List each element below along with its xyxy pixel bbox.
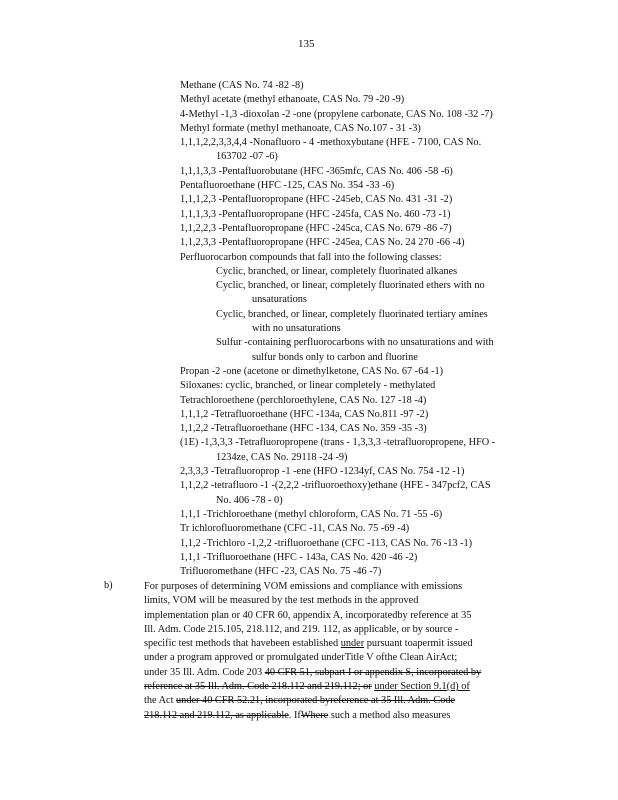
paragraph-line xyxy=(144,694,534,708)
subsection-marker: b) xyxy=(104,580,113,591)
list-entry-continuation: 163702 -07 -6) xyxy=(216,151,278,163)
deleted-text: 40 CFR 51, subpart I or appendix S, incorporated by xyxy=(264,666,482,678)
list-entry: 1,1,2 -Trichloro -1,2,2 -trifluoroethane (CFC -113, CAS No. 76 -13 -1) xyxy=(180,537,473,549)
list-entry: Siloxanes: cyclic, branched, or linear completely - methylated xyxy=(180,380,436,392)
list-entry: Methyl formate (methyl methanoate, CAS No.107 - 31 -3) xyxy=(180,122,421,134)
deleted-text: 218.112 and 219.112, as applicable xyxy=(144,709,289,721)
list-entry: Tr ichlorofluoromethane (CFC -11, CAS No. 75 -69 -4) xyxy=(180,523,410,535)
list-entry: 1,1,1,2,2,3,3,4,4 -Nonafluoro - 4 -methoxybutane (HFE - 7100, CAS No. xyxy=(180,137,482,149)
paragraph-line xyxy=(144,637,534,651)
text-run: under 35 Ill. Adm. Code 203 xyxy=(144,666,263,678)
list-entry: Trifluoromethane (HFC -23, CAS No. 75 -46 -7) xyxy=(180,566,382,578)
list-entry: Propan -2 -one (acetone or dimethylketone, CAS No. 67 -64 -1) xyxy=(180,365,444,377)
deleted-text: Where xyxy=(300,709,329,721)
voc-exemption-list xyxy=(180,79,540,579)
list-entry: 1,1,1,2 -Tetrafluoroethane (HFC -134a, CAS No.811 -97 -2) xyxy=(180,408,429,420)
paragraph-line: limits, VOM will be measured by the test methods in the approved xyxy=(144,595,419,607)
list-entry: 1,1,1 -Trifluoroethane (HFC - 143a, CAS No. 420 -46 -2) xyxy=(180,551,418,563)
deleted-text: reference at 35 Ill. Adm. Code 218.112 and 219.112 xyxy=(144,681,358,693)
paragraph-line xyxy=(144,709,534,723)
list-entry: 1,1,2,3,3 -Pentafluoropropane (HFC -245ea, CAS No. 24 270 -66 -4) xyxy=(180,237,465,249)
text-run: such a method also measures xyxy=(330,709,451,721)
paragraph-line: Ill. Adm. Code 215.105, 218.112, and 219. 112, as applicable, or by source - xyxy=(144,623,459,635)
list-entry: Perfluorocarbon compounds that fall into the following classes: xyxy=(180,251,442,263)
text-run: the Act xyxy=(144,695,174,707)
list-entry-continuation: No. 406 -78 - 0) xyxy=(216,494,283,506)
inserted-text: under Section 9.1(d) of xyxy=(374,681,470,693)
list-entry: 1,1,1 -Trichloroethane (methyl chloroform, CAS No. 71 -55 -6) xyxy=(180,508,443,520)
paragraph-line: For purposes of determining VOM emissions and compliance with emissions xyxy=(144,581,463,592)
list-entry: Methyl acetate (methyl ethanoate, CAS No. 79 -20 -9) xyxy=(180,94,405,106)
list-entry: 1,1,1,3,3 -Pentafluoropropane (HFC -245fa, CAS No. 460 -73 -1) xyxy=(180,208,451,220)
paragraph-line xyxy=(144,680,534,694)
sublist-entry: Cyclic, branched, or linear, completely fluorinated alkanes xyxy=(216,265,458,277)
paragraph-line: under a program approved or promulgated underTitle V ofthe Clean AirAct; xyxy=(144,652,458,664)
list-entry: Pentafluoroethane (HFC -125, CAS No. 354 -33 -6) xyxy=(180,180,395,192)
sublist-entry-continuation: with no unsaturations xyxy=(252,323,341,335)
text-run: . If xyxy=(288,709,301,721)
list-entry: 4-Methyl -1,3 -dioxolan -2 -one (propylene carbonate, CAS No. 108 -32 -7) xyxy=(180,108,493,120)
deleted-text: under 40 CFR 52.21, incorporated byreference at 35 Ill. Adm. Code xyxy=(176,695,456,707)
list-entry: 1,1,1,2,3 -Pentafluoropropane (HFC -245eb, CAS No. 431 -31 -2) xyxy=(180,194,453,206)
list-entry-continuation: 1234ze, CAS No. 29118 -24 -9) xyxy=(216,451,348,463)
sublist-entry: Sulfur -containing perfluorocarbons with no unsaturations and with xyxy=(216,337,494,349)
list-entry: 1,1,2,2 -tetrafluoro -1 -(2,2,2 -trifluoroethoxy)ethane (HFE - 347pcf2, CAS xyxy=(180,480,491,492)
page-number: 135 xyxy=(298,38,315,50)
sublist-entry: Cyclic, branched, or linear, completely fluorinated tertiary amines xyxy=(216,308,488,320)
sublist-entry-continuation: sulfur bonds only to carbon and fluorine xyxy=(252,351,418,363)
list-entry: Tetrachloroethene (perchloroethylene, CAS No. 127 -18 -4) xyxy=(180,394,427,406)
text-run: pursuant toapermit issued xyxy=(366,638,473,650)
inserted-text: under xyxy=(340,638,365,650)
list-entry: Methane (CAS No. 74 -82 -8) xyxy=(180,80,304,91)
sublist-entry-continuation: unsaturations xyxy=(252,294,307,306)
list-entry: 2,3,3,3 -Tetrafluoroprop -1 -ene (HFO -1234yf, CAS No. 754 -12 -1) xyxy=(180,466,465,478)
sublist-entry: Cyclic, branched, or linear, completely fluorinated ethers with no xyxy=(216,280,485,292)
list-entry: 1,1,2,2 -Tetrafluoroethane (HFC -134, CAS No. 359 -35 -3) xyxy=(180,423,427,435)
list-entry: 1,1,2,2,3 -Pentafluoropropane (HFC -245ca, CAS No. 679 -86 -7) xyxy=(180,222,452,234)
deleted-text: ; or xyxy=(357,681,372,693)
paragraph-line xyxy=(144,666,534,680)
subsection-body xyxy=(144,580,534,723)
list-entry: 1,1,1,3,3 -Pentafluorobutane (HFC -365mfc, CAS No. 406 -58 -6) xyxy=(180,165,453,177)
text-run: specific test methods that havebeen established xyxy=(144,638,339,650)
list-entry: (1E) -1,3,3,3 -Tetrafluoropropene (trans - 1,3,3,3 -tetrafluoropropene, HFO - xyxy=(180,437,496,449)
paragraph-line: implementation plan or 40 CFR 60, appendix A, incorporatedby reference at 35 xyxy=(144,609,472,621)
